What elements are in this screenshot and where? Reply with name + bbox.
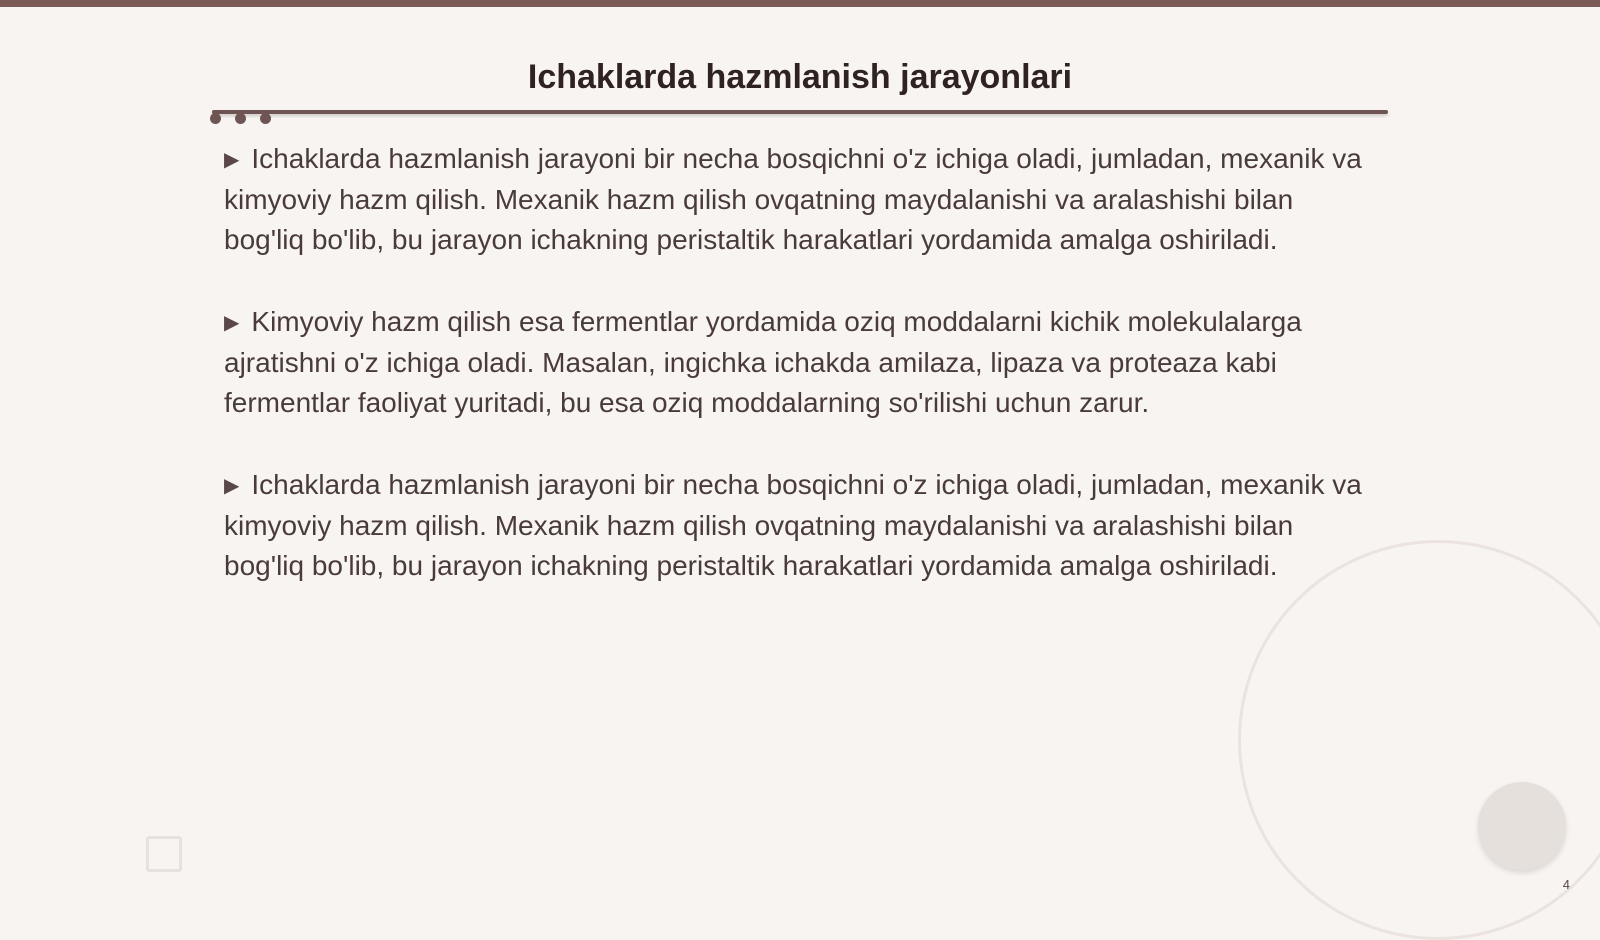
bullet-paragraph-3	[224, 465, 1374, 586]
triangle-right-icon: ▶	[224, 149, 240, 171]
bullet-paragraph-1	[224, 139, 1374, 260]
top-accent-bar	[0, 0, 1600, 7]
decorative-square	[146, 836, 182, 872]
bullet-text-2: Kimyoviy hazm qilish esa fermentlar yordamida oziq moddalarni kichik molekulalarga ajratishni o'z ichiga oladi. Masalan, ingichka ichakda amilaza, lipaza va proteaza kabi fermentlar faoliyat yuritadi, bu esa oziq moddalarning so'rilishi uchun zarur.	[224, 306, 1302, 418]
rule-dot-3	[260, 113, 271, 124]
triangle-right-icon: ▶	[224, 312, 240, 334]
bullet-paragraph-2	[224, 302, 1374, 423]
bullet-text-3: Ichaklarda hazmlanish jarayoni bir necha bosqichni o'z ichiga oladi, jumladan, mexanik va kimyoviy hazm qilish. Mexanik hazm qilish ovqatning maydalanishi va aralashishi bilan bog'liq bo'lib, bu jarayon ichakning peristaltik harakatlari yordamida amalga oshiriladi.	[224, 469, 1362, 581]
rule-dot-2	[235, 113, 246, 124]
triangle-right-icon: ▶	[224, 475, 240, 497]
rule-dot-1	[210, 113, 221, 124]
decorative-disc	[1478, 782, 1566, 870]
slide-title: Ichaklarda hazmlanish jarayonlari	[527, 58, 1073, 96]
title-underline	[212, 110, 1388, 114]
bullet-text-1: Ichaklarda hazmlanish jarayoni bir necha bosqichni o'z ichiga oladi, jumladan, mexanik va kimyoviy hazm qilish. Mexanik hazm qilish ovqatning maydalanishi va aralashishi bilan bog'liq bo'lib, bu jarayon ichakning peristaltik harakatlari yordamida amalga oshiriladi.	[224, 143, 1362, 255]
slide-number: 4	[1562, 877, 1570, 892]
slide-body	[224, 139, 1374, 628]
